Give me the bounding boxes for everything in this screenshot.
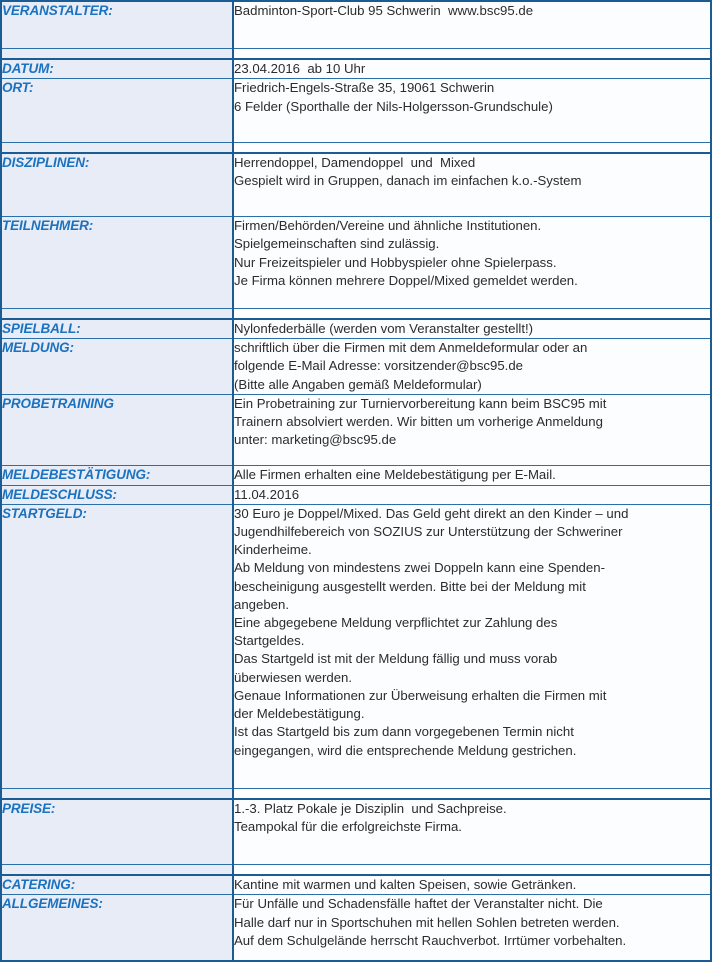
row-value-cell bbox=[233, 59, 711, 79]
row-label-cell bbox=[1, 319, 233, 339]
row-value-cell bbox=[233, 504, 711, 788]
row-value-cell bbox=[233, 79, 711, 142]
row-value-line: (Bitte alle Angaben gemäß Meldeformular) bbox=[234, 376, 482, 392]
row-value-line: bescheinigung ausgestellt werden. Bitte bei der Meldung mit bbox=[234, 578, 586, 594]
row-label-cell bbox=[1, 1, 233, 49]
table-row bbox=[1, 153, 711, 217]
table-row bbox=[1, 895, 711, 961]
row-label-cell bbox=[1, 59, 233, 79]
divider-gap-left bbox=[1, 865, 233, 876]
divider-gap-right bbox=[233, 49, 711, 60]
row-label: CATERING: bbox=[2, 877, 76, 893]
row-value-line: 23.04.2016 ab 10 Uhr bbox=[234, 61, 366, 77]
row-value-line: unter: marketing@bsc95.de bbox=[234, 432, 397, 448]
table-row bbox=[1, 466, 711, 485]
row-divider-gap bbox=[1, 788, 711, 799]
row-label-cell bbox=[1, 875, 233, 895]
row-value-line: Herrendoppel, Damendoppel und Mixed bbox=[234, 154, 476, 170]
row-label: PREISE: bbox=[2, 800, 56, 816]
row-value-cell bbox=[233, 217, 711, 309]
row-label: STARTGELD: bbox=[2, 505, 87, 521]
row-label-cell bbox=[1, 895, 233, 961]
divider-gap-left bbox=[1, 309, 233, 320]
row-value-line: Genaue Informationen zur Überweisung erhalten die Firmen mit bbox=[234, 687, 607, 703]
row-divider-gap bbox=[1, 865, 711, 876]
row-value-line: Firmen/Behörden/Vereine und ähnliche Institutionen. bbox=[234, 218, 542, 234]
row-label: MELDUNG: bbox=[2, 340, 74, 356]
row-value-line: Kantine mit warmen und kalten Speisen, sowie Getränken. bbox=[234, 877, 577, 893]
row-value-cell bbox=[233, 394, 711, 466]
row-value-line: Für Unfälle und Schadensfälle haftet der Veranstalter nicht. Die bbox=[234, 896, 603, 912]
table-row bbox=[1, 1, 711, 49]
row-value-line: der Meldebestätigung. bbox=[234, 706, 365, 722]
row-value-line: Jugendhilfebereich von SOZIUS zur Unterstützung der Schweriner bbox=[234, 524, 623, 540]
divider-gap-left bbox=[1, 788, 233, 799]
divider-gap-right bbox=[233, 142, 711, 153]
row-value-line: schriftlich über die Firmen mit dem Anmeldeformular oder an bbox=[234, 340, 588, 356]
row-value-line: 30 Euro je Doppel/Mixed. Das Geld geht direkt an den Kinder – und bbox=[234, 505, 629, 521]
divider-gap-right bbox=[233, 865, 711, 876]
row-label: ORT: bbox=[2, 80, 34, 96]
table-row bbox=[1, 799, 711, 865]
row-value-line: Ab Meldung von mindestens zwei Doppeln kann eine Spenden- bbox=[234, 560, 605, 576]
row-value-line: Nur Freizeitspieler und Hobbyspieler ohne Spielerpass. bbox=[234, 254, 557, 270]
row-label: ALLGEMEINES: bbox=[2, 896, 103, 912]
row-value-cell bbox=[233, 153, 711, 217]
row-label: VERANSTALTER: bbox=[2, 3, 113, 18]
row-divider-gap bbox=[1, 309, 711, 320]
row-value-line: überwiesen werden. bbox=[234, 669, 353, 685]
divider-gap-left bbox=[1, 142, 233, 153]
row-divider-gap bbox=[1, 142, 711, 153]
row-value-line: Trainern absolviert werden. Wir bitten um vorherige Anmeldung bbox=[234, 414, 603, 430]
row-value-line: angeben. bbox=[234, 596, 290, 612]
row-label: SPIELBALL: bbox=[2, 321, 81, 337]
row-value-line: Kinderheime. bbox=[234, 542, 312, 558]
table-row bbox=[1, 875, 711, 895]
row-value-line: folgende E-Mail Adresse: vorsitzender@bsc95.de bbox=[234, 358, 524, 374]
row-value-line: Spielgemeinschaften sind zulässig. bbox=[234, 236, 440, 252]
table-row bbox=[1, 217, 711, 309]
row-label-cell bbox=[1, 79, 233, 142]
row-value-line: 11.04.2016 bbox=[234, 486, 300, 502]
table-row bbox=[1, 339, 711, 395]
table-row bbox=[1, 59, 711, 79]
row-label-cell bbox=[1, 217, 233, 309]
table-row bbox=[1, 394, 711, 466]
row-value-line: Startgeldes. bbox=[234, 633, 305, 649]
row-value-line: Eine abgegebene Meldung verpflichtet zur Zahlung des bbox=[234, 615, 558, 631]
row-value-line: Badminton-Sport-Club 95 Schwerin www.bsc95.de bbox=[234, 3, 534, 18]
row-value-cell bbox=[233, 466, 711, 485]
row-label-cell bbox=[1, 485, 233, 504]
table-row bbox=[1, 79, 711, 142]
row-value-cell bbox=[233, 1, 711, 49]
table-row bbox=[1, 319, 711, 339]
row-value-line: Teampokal für die erfolgreichste Firma. bbox=[234, 818, 462, 834]
table-row bbox=[1, 485, 711, 504]
row-value-line: Auf dem Schulgelände herrscht Rauchverbot. Irrtümer vorbehalten. bbox=[234, 932, 627, 948]
row-value-cell bbox=[233, 319, 711, 339]
table-row bbox=[1, 504, 711, 788]
row-label: MELDESCHLUSS: bbox=[2, 486, 117, 502]
row-value-line: 1.-3. Platz Pokale je Disziplin und Sachpreise. bbox=[234, 800, 507, 816]
row-value-line: Nylonfederbälle (werden vom Veranstalter gestellt!) bbox=[234, 321, 534, 337]
row-value-line: Alle Firmen erhalten eine Meldebestätigung per E-Mail. bbox=[234, 467, 556, 483]
table-body bbox=[1, 1, 711, 961]
row-value-cell bbox=[233, 799, 711, 865]
row-label: TEILNEHMER: bbox=[2, 218, 94, 234]
row-label-cell bbox=[1, 339, 233, 395]
row-value-cell bbox=[233, 895, 711, 961]
divider-gap-left bbox=[1, 49, 233, 60]
row-label-cell bbox=[1, 504, 233, 788]
divider-gap-right bbox=[233, 788, 711, 799]
row-label: PROBETRAINING bbox=[2, 395, 114, 411]
row-label: MELDEBESTÄTIGUNG: bbox=[2, 467, 151, 483]
row-value-line: Je Firma können mehrere Doppel/Mixed gemeldet werden. bbox=[234, 272, 578, 288]
row-divider-gap bbox=[1, 49, 711, 60]
row-value-cell bbox=[233, 485, 711, 504]
row-label-cell bbox=[1, 466, 233, 485]
divider-gap-right bbox=[233, 309, 711, 320]
row-value-line: eingegangen, wird die entsprechende Meldung gestrichen. bbox=[234, 742, 577, 758]
row-value-line: 6 Felder (Sporthalle der Nils-Holgersson-Grundschule) bbox=[234, 98, 553, 114]
row-label-cell bbox=[1, 799, 233, 865]
row-value-line: Gespielt wird in Gruppen, danach im einfachen k.o.-System bbox=[234, 173, 582, 189]
row-label: DISZIPLINEN: bbox=[2, 154, 90, 170]
row-label-cell bbox=[1, 394, 233, 466]
row-value-line: Halle darf nur in Sportschuhen mit hellen Sohlen betreten werden. bbox=[234, 914, 620, 930]
row-label: DATUM: bbox=[2, 61, 54, 77]
row-value-line: Das Startgeld ist mit der Meldung fällig und muss vorab bbox=[234, 651, 558, 667]
row-value-cell bbox=[233, 339, 711, 395]
row-value-line: Ist das Startgeld bis zum dann vorgegebenen Termin nicht bbox=[234, 724, 574, 740]
row-label-cell bbox=[1, 153, 233, 217]
row-value-cell bbox=[233, 875, 711, 895]
row-value-line: Ein Probetraining zur Turniervorbereitung kann beim BSC95 mit bbox=[234, 395, 607, 411]
row-value-line: Friedrich-Engels-Straße 35, 19061 Schwerin bbox=[234, 80, 495, 96]
